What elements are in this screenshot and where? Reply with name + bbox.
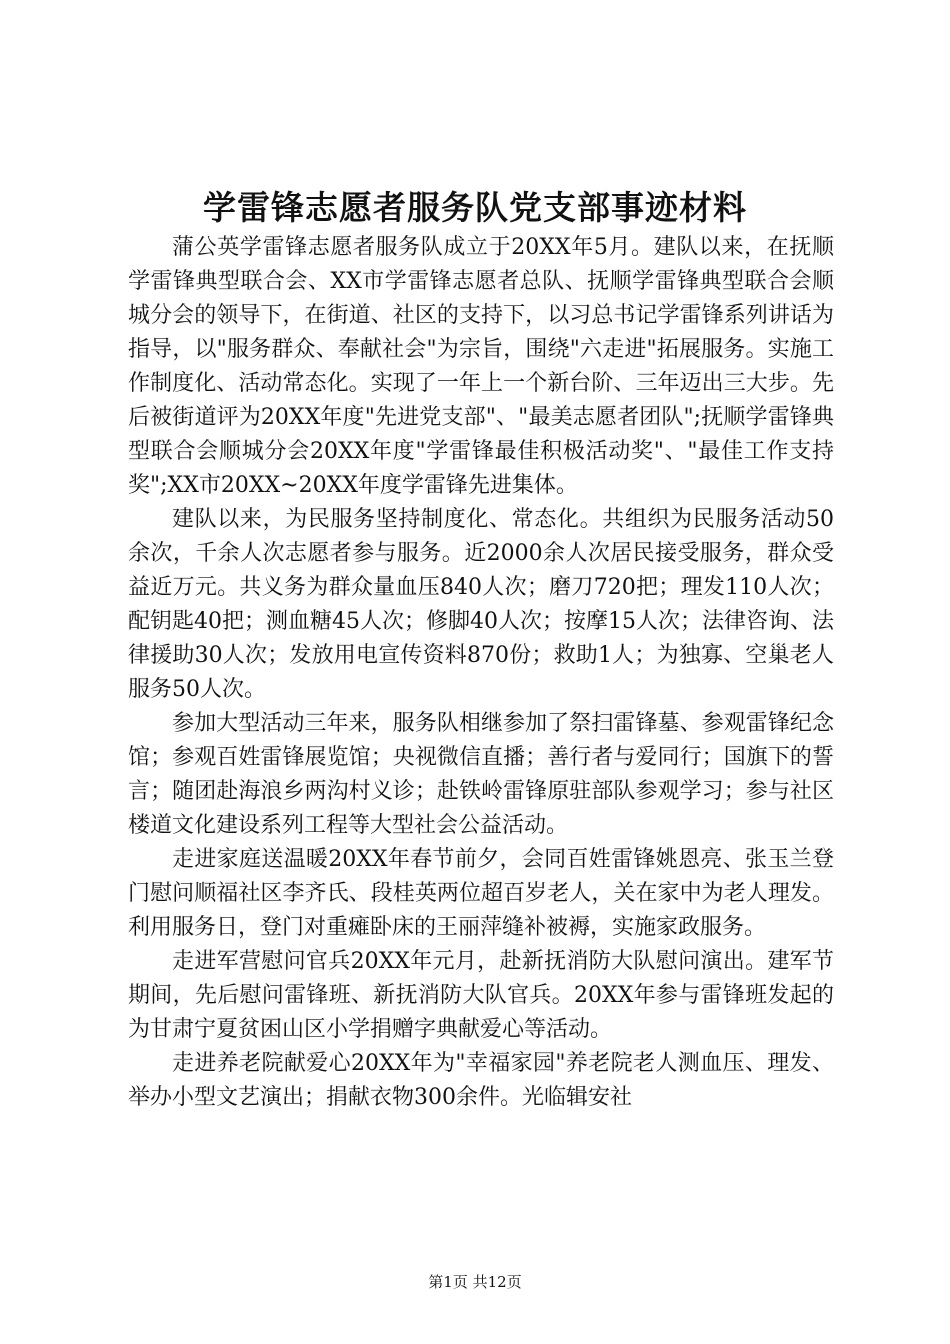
paragraph-service-stats: 建队以来，为民服务坚持制度化、常态化。共组织为民服务活动50余次，千余人次志愿者参与服务。近2000余人次居民接受服务，群众受益近万元。共义务为群众量血压840人次；磨刀720把；理发110人次；配钥匙40把；测血糖45人次；修脚40人次；按摩15人次；法律咨询、法律援助30人次；发放用电宣传资料870份；救助1人；为独寡、空巢老人服务50人次。 bbox=[128, 507, 834, 702]
paragraph-family-visits: 走进家庭送温暖20XX年春节前夕，会同百姓雷锋姚恩亮、张玉兰登门慰问顺福社区李齐氏、段桂英两位超百岁老人，关在家中为老人理发。利用服务日，登门对重瘫卧床的王丽萍缝补被褥，实施家政服务。 bbox=[128, 847, 834, 940]
paragraph-major-activities: 参加大型活动三年来，服务队相继参加了祭扫雷锋墓、参观雷锋纪念馆；参观百姓雷锋展览馆；央视微信直播；善行者与爱同行；国旗下的誓言；随团赴海浪乡两沟村义诊；赴铁岭雷锋原驻部队参观学习；参与社区楼道文化建设系列工程等大型社会公益活动。 bbox=[128, 711, 834, 838]
document-title: 学雷锋志愿者服务队党支部事迹材料 bbox=[203, 188, 747, 227]
paragraph-nursing-home: 走进养老院献爱心20XX年为"幸福家园"养老院老人测血压、理发、举办小型文艺演出；捐献衣物300余件。光临辑安社 bbox=[128, 1051, 834, 1110]
paragraph-intro: 蒲公英学雷锋志愿者服务队成立于20XX年5月。建队以来，在抚顺学雷锋典型联合会、XX市学雷锋志愿者总队、抚顺学雷锋典型联合会顺城分会的领导下，在街道、社区的支持下，以习总书记学雷锋系列讲话为指导，以"服务群众、奉献社会"为宗旨，围绕"六走进"拓展服务。实施工作制度化、活动常态化。实现了一年上一个新台阶、三年迈出三大步。先后被街道评为20XX年度"先进党支部"、"最美志愿者团队";抚顺学雷锋典型联合会顺城分会20XX年度"学雷锋最佳积极活动奖"、"最佳工作支持奖";XX市20XX~20XX年度学雷锋先进集体。 bbox=[128, 235, 834, 498]
paragraph-military-visits: 走进军营慰问官兵20XX年元月，赴新抚消防大队慰问演出。建军节期间，先后慰问雷锋班、新抚消防大队官兵。20XX年参与雷锋班发起的为甘肃宁夏贫困山区小学捐赠字典献爱心等活动。 bbox=[128, 949, 834, 1042]
document-body bbox=[128, 231, 834, 1115]
page-number-footer: 第1页 共12页 bbox=[428, 1273, 522, 1291]
